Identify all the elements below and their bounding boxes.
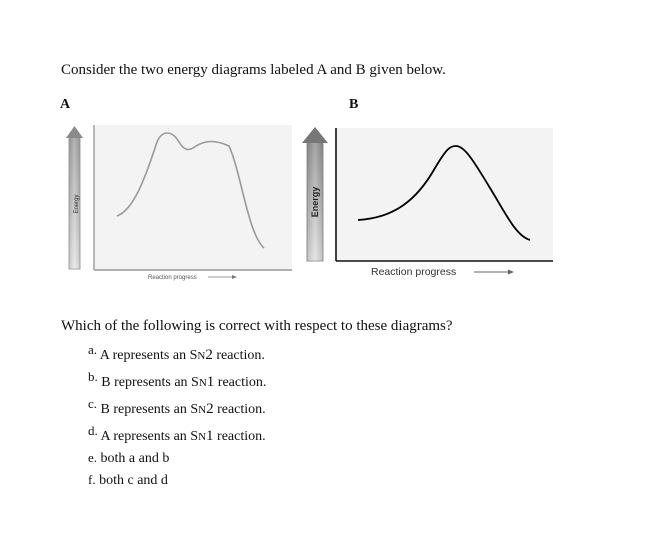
plot-panel-b: [336, 128, 553, 261]
diagram-a-label: A: [60, 97, 71, 112]
option-letter: f.: [88, 472, 96, 487]
question-text: Which of the following is correct with respect to these diagrams?: [61, 318, 453, 334]
x-axis-arrow-b: [474, 270, 514, 275]
energy-diagram-b: [302, 122, 558, 284]
option-b[interactable]: b. B represents an SN1 reaction.: [88, 369, 267, 390]
option-e[interactable]: e. both a and b: [88, 450, 170, 466]
option-a[interactable]: a. A represents an SN2 reaction.: [88, 342, 265, 363]
energy-axis-label-b: Energy: [310, 186, 320, 218]
plot-panel-a: [94, 125, 292, 271]
option-letter: c.: [88, 396, 98, 411]
energy-axis-label-a: Energy: [74, 194, 80, 214]
intro-text: Consider the two energy diagrams labeled A and B given below.: [61, 62, 446, 78]
energy-diagram-a-svg: [66, 122, 296, 284]
x-axis-label-a: Reaction progress: [148, 275, 197, 281]
diagram-b-label: B: [349, 97, 359, 112]
energy-diagram-b-svg: [302, 122, 558, 284]
option-letter: a.: [88, 342, 98, 357]
answer-options: [88, 341, 266, 493]
option-letter: d.: [88, 423, 98, 438]
option-letter: e.: [88, 450, 98, 465]
x-axis-label-b: Reaction progress: [371, 266, 457, 278]
option-letter: b.: [88, 369, 98, 384]
option-f[interactable]: f. both c and d: [88, 472, 168, 488]
energy-diagram-a: [66, 122, 296, 284]
option-c[interactable]: c. B represents an SN2 reaction.: [88, 396, 266, 417]
option-d[interactable]: d. A represents an SN1 reaction.: [88, 423, 266, 444]
x-axis-arrow-a: [208, 275, 237, 279]
